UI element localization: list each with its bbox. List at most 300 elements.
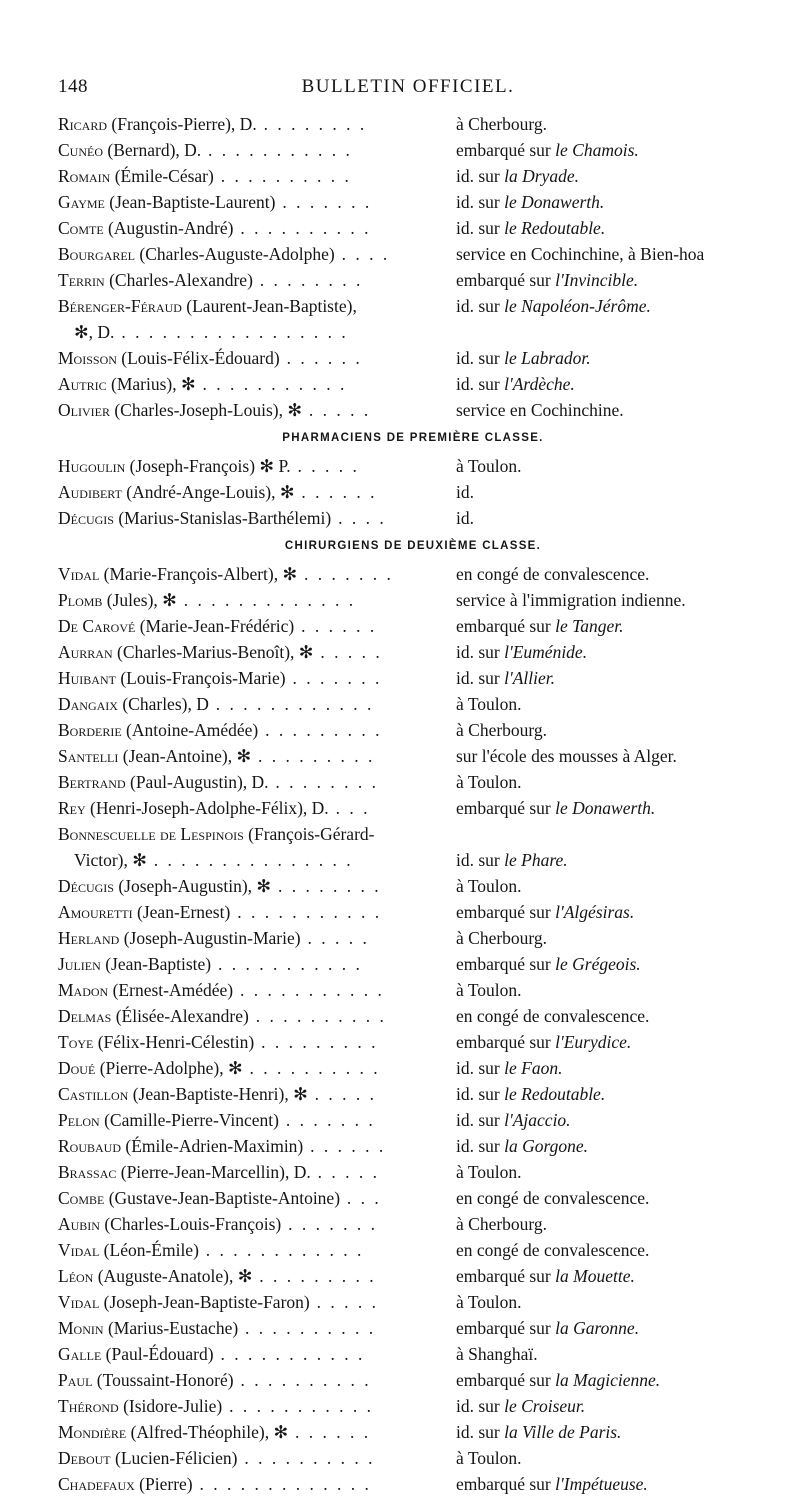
leader-dots: . . . . . . . . — [268, 772, 379, 792]
assignment-text: à Toulon. — [456, 980, 522, 1000]
assignment-text: à Cherbourg. — [456, 1214, 548, 1234]
leader-dots: . . . . . . . . . . . . . — [192, 1474, 372, 1494]
given-names: (Bernard), D. — [103, 140, 202, 160]
assignment-text: embarqué sur — [456, 1266, 551, 1286]
given-names: (Jean-Antoine), ✻ — [118, 746, 252, 766]
given-names: (Alfred-Théophile), ✻ — [126, 1422, 289, 1442]
assignment — [456, 902, 634, 923]
assignment — [456, 1188, 649, 1209]
person-name — [58, 508, 386, 529]
vessel-name: la Gorgone. — [504, 1136, 589, 1156]
assignment — [456, 1422, 621, 1443]
given-names: (Charles-Alexandre) — [104, 270, 253, 290]
assignment — [456, 876, 522, 897]
assignment-text: à Toulon. — [456, 1448, 522, 1468]
list-item — [58, 164, 768, 190]
assignment — [456, 1240, 649, 1261]
list-item — [58, 978, 768, 1004]
leader-dots: . . . . . — [313, 642, 383, 662]
person-name — [58, 876, 381, 897]
assignment — [456, 114, 547, 135]
assignment-text: id. sur — [456, 668, 500, 688]
list-item — [58, 822, 768, 848]
assignment — [456, 564, 649, 585]
assignment — [456, 374, 575, 395]
assignment — [456, 1032, 631, 1053]
person-name — [58, 1292, 378, 1313]
surname: De Carové — [58, 616, 136, 636]
assignment — [456, 1344, 538, 1365]
person-name — [58, 1344, 365, 1365]
list-item — [58, 562, 768, 588]
assignment-text: à Cherbourg. — [456, 928, 548, 948]
surname: Vidal — [58, 1240, 100, 1260]
person-name — [58, 270, 363, 291]
given-names: (Marius-Stanislas-Barthélemi) — [113, 508, 332, 528]
assignment-text: à Toulon. — [456, 456, 522, 476]
section-heading-text: PHARMACIENS DE PREMIÈRE CLASSE. — [282, 432, 544, 444]
surname: Bérenger-Féraud — [58, 296, 182, 316]
surname: Santelli — [58, 746, 119, 766]
assignment-text: id. sur — [456, 374, 500, 394]
list-item — [58, 588, 768, 614]
surname: Castillon — [58, 1084, 129, 1104]
assignment-text: service à l'immigration indienne. — [456, 590, 686, 610]
assignment — [456, 1084, 605, 1105]
person-name — [58, 1422, 371, 1443]
leader-dots: . . . . . . . — [278, 1110, 376, 1130]
assignment-text: id. sur — [456, 166, 500, 186]
vessel-name: la Mouette. — [555, 1266, 635, 1286]
leader-dots: . . . . . . . — [285, 668, 382, 688]
leader-dots: . . . . . . . . . . . . . . . — [146, 850, 354, 870]
list-item — [58, 346, 768, 372]
given-names: (Léon-Émile) — [99, 1240, 199, 1260]
section-heading-text: CHIRURGIENS DE DEUXIÈME CLASSE. — [284, 540, 542, 552]
leader-dots: . . . . . . . . . . — [233, 218, 371, 238]
leader-dots: . . . . . . . — [281, 1214, 378, 1234]
person-name — [58, 1266, 376, 1287]
person-name — [58, 798, 370, 819]
leader-dots: . . . . . . . . . . . — [230, 902, 382, 922]
person-name — [58, 114, 367, 135]
surname: Madon — [58, 980, 109, 1000]
leader-dots: . . . . . — [302, 400, 371, 420]
assignment — [456, 928, 547, 949]
vessel-name: l'Ardèche. — [504, 374, 575, 394]
surname: Décugis — [58, 876, 114, 896]
leader-dots: . . . . . . . . . . . — [195, 374, 347, 394]
vessel-name: le Faon. — [504, 1058, 563, 1078]
surname: Herland — [58, 928, 120, 948]
assignment-text: en congé de convalescence. — [456, 1006, 650, 1026]
assignment-text: id. sur — [456, 1136, 500, 1156]
given-names: (Jean-Baptiste-Henri), ✻ — [128, 1084, 308, 1104]
leader-dots: . . . . . — [300, 928, 370, 948]
leader-dots: . . . . — [331, 508, 387, 528]
surname: Brassac — [58, 1162, 117, 1182]
person-name — [58, 694, 374, 715]
surname: Combe — [58, 1188, 105, 1208]
assignment — [456, 590, 686, 611]
vessel-name: le Chamois. — [555, 140, 639, 160]
given-names: (Laurent-Jean-Baptiste), — [181, 296, 357, 316]
surname: Julien — [58, 954, 101, 974]
surname: Bourgarel — [58, 244, 136, 264]
person-name — [58, 218, 371, 239]
assignment-text: id. sur — [456, 1422, 500, 1442]
vessel-name: la Magicienne. — [555, 1370, 661, 1390]
list-item — [58, 770, 768, 796]
section-heading — [58, 424, 768, 454]
assignment — [456, 192, 604, 213]
leader-dots: . . . . . . . . . — [252, 1266, 377, 1286]
assignment — [456, 798, 655, 819]
leader-dots: . . . . . . . . — [252, 270, 363, 290]
assignment — [456, 1058, 562, 1079]
surname: Thérond — [58, 1396, 119, 1416]
leader-dots: . . . . . . . — [275, 192, 372, 212]
list-item — [58, 1394, 768, 1420]
leader-dots: . . . . . . . . . . . — [233, 980, 385, 1000]
vessel-name: la Ville de Paris. — [504, 1422, 622, 1442]
assignment-text: à Shanghaï. — [456, 1344, 538, 1364]
person-name — [58, 616, 377, 637]
assignment — [456, 140, 639, 161]
assignment-text: id. sur — [456, 850, 500, 870]
list-item — [58, 480, 768, 506]
assignment-text: embarqué sur — [456, 902, 551, 922]
assignment — [456, 1318, 639, 1339]
leader-dots: . . . . — [334, 244, 390, 264]
vessel-name: le Grégeois. — [555, 954, 641, 974]
vessel-name: l'Euménide. — [504, 642, 588, 662]
assignment — [456, 1110, 571, 1131]
person-name — [58, 140, 352, 161]
assignment — [456, 668, 555, 689]
leader-dots: . . . . . — [290, 456, 360, 476]
assignment-text: service en Cochinchine, à Bien-hoa — [456, 244, 705, 264]
list-item — [58, 294, 768, 320]
leader-dots: . . . . . . . . . — [251, 746, 375, 766]
assignment — [456, 980, 522, 1001]
given-names: (Marie-François-Albert), ✻ — [99, 564, 298, 584]
leader-dots: . . . . . . . . . . . — [213, 1344, 365, 1364]
assignment — [456, 508, 474, 529]
surname: Décugis — [58, 508, 114, 528]
list-item — [58, 848, 768, 874]
leader-dots: . . . . . . — [294, 616, 377, 636]
list-item — [58, 1420, 768, 1446]
assignment — [456, 1006, 649, 1027]
given-names: (Antoine-Amédée) — [121, 720, 259, 740]
list-item — [58, 506, 768, 532]
list-item — [58, 692, 768, 718]
given-names: (Émile-Adrien-Maximin) — [121, 1136, 304, 1156]
vessel-name: la Garonne. — [555, 1318, 640, 1338]
surname: Toye — [58, 1032, 94, 1052]
assignment-text: service en Cochinchine. — [456, 400, 624, 420]
list-item — [58, 112, 768, 138]
assignment-text: à Toulon. — [456, 1162, 522, 1182]
assignment — [456, 1136, 588, 1157]
surname: Vidal — [58, 1292, 100, 1312]
given-names: (François-Gérard- — [243, 824, 375, 844]
assignment-text: id. sur — [456, 1084, 500, 1104]
assignment-text: id. sur — [456, 192, 500, 212]
person-name — [58, 1162, 379, 1183]
assignment-text: à Toulon. — [456, 876, 522, 896]
surname: Huibant — [58, 668, 116, 688]
vessel-name: l'Ajaccio. — [504, 1110, 571, 1130]
surname: Monin — [58, 1318, 104, 1338]
section-heading — [58, 532, 768, 562]
vessel-name: l'Allier. — [504, 668, 556, 688]
list-item — [58, 1238, 768, 1264]
person-name — [58, 244, 390, 265]
assignment-text: embarqué sur — [456, 140, 551, 160]
surname: Bonnescuelle de Lespinois — [58, 824, 244, 844]
surname: Autric — [58, 374, 107, 394]
personnel-list — [58, 112, 768, 1498]
assignment-text: à Cherbourg. — [456, 114, 548, 134]
given-names: (Marius), ✻ — [106, 374, 196, 394]
leader-dots: . . . . . . . . . . . . — [208, 694, 374, 714]
leader-dots: . . . — [328, 798, 370, 818]
assignment-text: id. sur — [456, 348, 500, 368]
surname: Moisson — [58, 348, 117, 368]
given-names: (Pierre-Jean-Marcellin), D. — [116, 1162, 311, 1182]
person-name — [58, 720, 382, 741]
leader-dots: . . . . . . . . . . . — [222, 1396, 374, 1416]
person-name — [58, 1240, 364, 1261]
given-names: (Pierre) — [134, 1474, 193, 1494]
leader-dots: . . . . . . . . — [271, 876, 382, 896]
person-name — [58, 1318, 376, 1339]
given-names: (Isidore-Julie) — [118, 1396, 223, 1416]
surname: Comte — [58, 218, 104, 238]
surname: Ricard — [58, 114, 108, 134]
vessel-name: la Dryade. — [504, 166, 579, 186]
vessel-name: le Donawerth. — [504, 192, 605, 212]
assignment-text: embarqué sur — [456, 1032, 551, 1052]
assignment — [456, 1396, 585, 1417]
vessel-name: le Croiseur. — [504, 1396, 586, 1416]
list-item — [58, 744, 768, 770]
list-item — [58, 666, 768, 692]
person-name — [58, 348, 362, 369]
leader-dots: . . . . . . . . — [256, 114, 367, 134]
page-header — [58, 76, 758, 98]
leader-dots: . . . . . . . . . . — [242, 1058, 381, 1078]
person-name — [58, 824, 374, 845]
list-item — [58, 1108, 768, 1134]
given-names: (Marius-Eustache) — [103, 1318, 239, 1338]
assignment-text: embarqué sur — [456, 1474, 551, 1494]
surname: Audibert — [58, 482, 122, 502]
list-item — [58, 1160, 768, 1186]
given-names: (Camille-Pierre-Vincent) — [99, 1110, 279, 1130]
list-item — [58, 1030, 768, 1056]
assignment-text: à Toulon. — [456, 694, 522, 714]
list-item — [58, 242, 768, 268]
leader-dots: . . . . . . . . . — [254, 1032, 378, 1052]
surname: Pelon — [58, 1110, 100, 1130]
assignment — [456, 1214, 547, 1235]
continuation-line — [74, 850, 353, 871]
person-name — [58, 456, 359, 477]
surname: Delmas — [58, 1006, 112, 1026]
assignment — [456, 1448, 522, 1469]
surname: Cunéo — [58, 140, 104, 160]
list-item — [58, 718, 768, 744]
person-name — [58, 1448, 375, 1469]
list-item — [58, 268, 768, 294]
assignment — [456, 482, 474, 503]
given-names: (Élisée-Alexandre) — [111, 1006, 249, 1026]
assignment-text: id. sur — [456, 1110, 500, 1130]
list-item — [58, 216, 768, 242]
given-names: (Louis-François-Marie) — [115, 668, 286, 688]
person-name — [58, 746, 375, 767]
leader-dots: . . . . . . — [294, 482, 378, 502]
assignment-text: id. — [456, 482, 474, 502]
assignment-text: en congé de convalescence. — [456, 1240, 650, 1260]
person-name — [58, 954, 362, 975]
list-item — [58, 454, 768, 480]
assignment-text: embarqué sur — [456, 616, 551, 636]
leader-dots: . . . — [340, 1188, 382, 1208]
given-names: (Louis-Félix-Édouard) — [116, 348, 280, 368]
leader-dots: . . . . . . . . . . . . . . . . . — [114, 322, 349, 342]
assignment — [456, 720, 547, 741]
given-names: (Jean-Baptiste) — [100, 954, 212, 974]
assignment — [456, 642, 587, 663]
list-item — [58, 1342, 768, 1368]
surname: Rey — [58, 798, 86, 818]
assignment — [456, 456, 522, 477]
leader-dots: . . . . . — [310, 1162, 380, 1182]
surname: Gayme — [58, 192, 105, 212]
leader-dots: . . . . . . — [303, 1136, 386, 1156]
surname: Olivier — [58, 400, 110, 420]
surname: Léon — [58, 1266, 94, 1286]
person-name — [58, 1006, 386, 1027]
given-names: (Marie-Jean-Frédéric) — [135, 616, 295, 636]
list-item — [58, 372, 768, 398]
assignment — [456, 348, 591, 369]
assignment — [456, 772, 522, 793]
person-name — [58, 1084, 377, 1105]
given-names: (Jean-Ernest) — [132, 902, 231, 922]
surname: Aubin — [58, 1214, 100, 1234]
assignment — [456, 746, 677, 767]
assignment — [456, 850, 568, 871]
person-name — [58, 590, 356, 611]
list-item — [58, 1212, 768, 1238]
given-names: (Félix-Henri-Célestin) — [93, 1032, 255, 1052]
person-name — [58, 772, 379, 793]
vessel-name: le Donawerth. — [555, 798, 656, 818]
surname: Vidal — [58, 564, 100, 584]
leader-dots: . . . . . . — [288, 1422, 371, 1442]
person-name — [58, 482, 377, 503]
assignment — [456, 296, 651, 317]
person-name — [58, 1370, 371, 1391]
surname: Amouretti — [58, 902, 133, 922]
surname: Aurran — [58, 642, 113, 662]
continuation-text: Victor), ✻ — [74, 850, 147, 870]
list-item — [58, 1472, 768, 1498]
assignment — [456, 1292, 522, 1313]
assignment — [456, 1474, 648, 1495]
person-name — [58, 1214, 378, 1235]
assignment-text: embarqué sur — [456, 1318, 551, 1338]
given-names: (François-Pierre), D. — [107, 114, 257, 134]
leader-dots: . . . . . . . . . . . — [201, 140, 353, 160]
person-name — [58, 1474, 371, 1495]
running-title: BULLETIN OFFICIEL. — [301, 76, 515, 97]
assignment — [456, 1370, 660, 1391]
leader-dots: . . . . . . — [279, 348, 363, 368]
given-names: (Jean-Baptiste-Laurent) — [104, 192, 276, 212]
person-name — [58, 192, 372, 213]
given-names: (Charles-Joseph-Louis), ✻ — [109, 400, 303, 420]
list-item — [58, 1316, 768, 1342]
assignment-text: id. sur — [456, 642, 500, 662]
person-name — [58, 902, 382, 923]
assignment-text: embarqué sur — [456, 270, 551, 290]
assignment — [456, 218, 605, 239]
list-item — [58, 796, 768, 822]
surname: Mondière — [58, 1422, 127, 1442]
person-name — [58, 928, 369, 949]
leader-dots: . . . . . — [307, 1084, 377, 1104]
leader-dots: . . . . . . . . . — [258, 720, 382, 740]
list-item — [58, 1134, 768, 1160]
leader-dots: . . . . . — [309, 1292, 379, 1312]
list-item — [58, 874, 768, 900]
surname: Roubaud — [58, 1136, 122, 1156]
given-names: (Toussaint-Honoré) — [92, 1370, 234, 1390]
vessel-name: le Napoléon-Jérôme. — [504, 296, 651, 316]
assignment-text: id. sur — [456, 296, 500, 316]
person-name — [58, 1396, 373, 1417]
person-name — [58, 374, 347, 395]
person-name — [58, 564, 393, 585]
leader-dots: . . . . . . . . . . — [213, 166, 352, 186]
given-names: (Paul-Augustin), D. — [125, 772, 269, 792]
surname: Romain — [58, 166, 111, 186]
assignment-text: à Toulon. — [456, 772, 522, 792]
surname: Galle — [58, 1344, 102, 1364]
vessel-name: l'Impétueuse. — [555, 1474, 648, 1494]
assignment-text: id. sur — [456, 1396, 500, 1416]
assignment — [456, 1162, 522, 1183]
continuation-line — [74, 322, 348, 343]
list-item — [58, 640, 768, 666]
assignment-text: en congé de convalescence. — [456, 564, 650, 584]
person-name — [58, 1188, 381, 1209]
assignment — [456, 166, 579, 187]
person-name — [58, 1110, 375, 1131]
given-names: (Henri-Joseph-Adolphe-Félix), D. — [85, 798, 329, 818]
list-item — [58, 900, 768, 926]
leader-dots: . . . . . . . . . . — [233, 1370, 372, 1390]
leader-dots: . . . . . . . . . . . — [211, 954, 363, 974]
given-names: (Charles-Auguste-Adolphe) — [135, 244, 335, 264]
given-names: (Auguste-Anatole), ✻ — [93, 1266, 253, 1286]
